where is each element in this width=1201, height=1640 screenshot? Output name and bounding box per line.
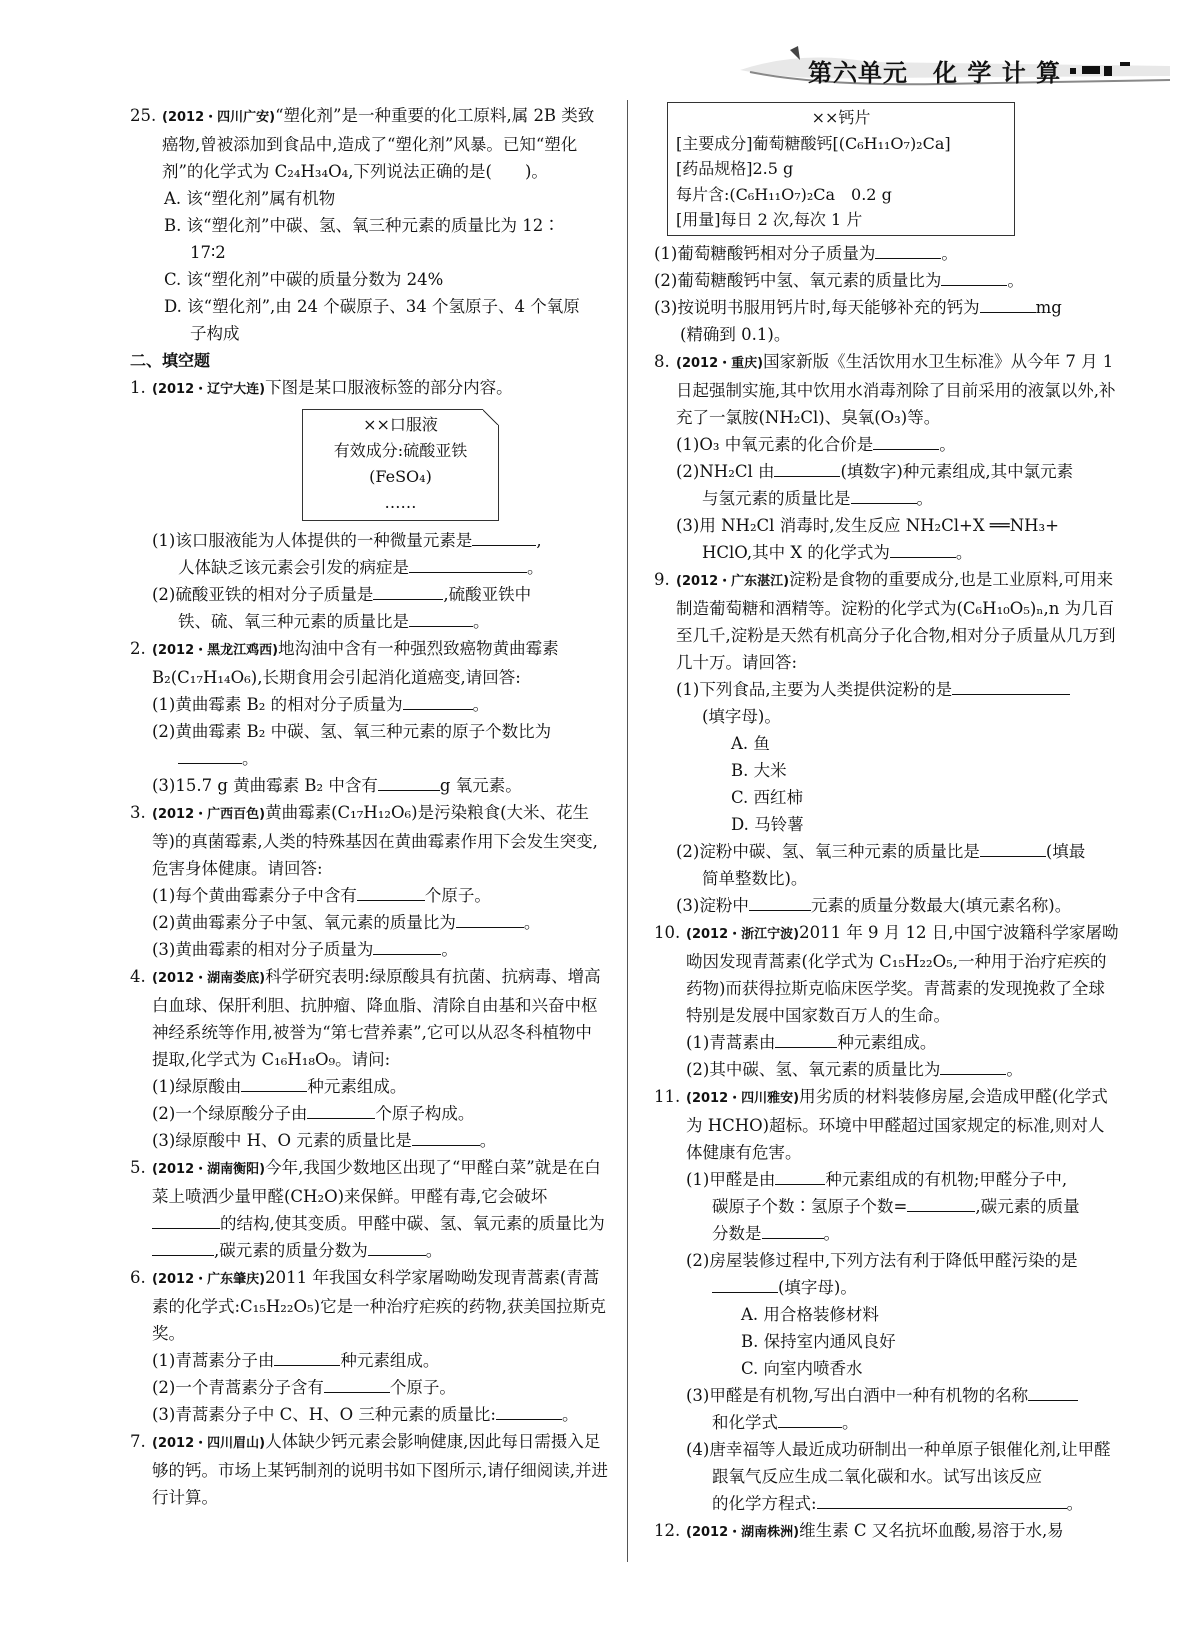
answer-blank[interactable] (817, 1490, 1067, 1509)
question-7: 7. (2012・四川眉山)人体缺少钙元素会影响健康,因此每日需摄入足够的钙。市场上某钙制剂的说明书如下图所示,请仔细阅读,并进行计算。 (130, 1432, 608, 1507)
option-c: C. 西红柿 (731, 787, 804, 807)
oral-liquid-label: ××口服液 有效成分:硫酸亚铁(FeSO₄) …… (302, 409, 499, 521)
question-source: (2012・湖南娄底) (152, 971, 266, 986)
question-source: (2012・广西百色) (152, 807, 266, 822)
column-divider (627, 100, 628, 1562)
option-a: A. 该“塑化剂”属有机物 (164, 189, 336, 208)
answer-blank[interactable] (368, 1237, 426, 1256)
option-d: D. 该“塑化剂”,由 24 个碳原子、34 个氢原子、4 个氧原 (164, 297, 580, 316)
question-source: (2012・四川雅安) (686, 1090, 800, 1106)
answer-blank[interactable] (774, 458, 840, 477)
option-c: C. 该“塑化剂”中碳的质量分数为 24% (164, 270, 444, 289)
question-4: 4. (2012・湖南娄底)科学研究表明:绿原酸具有抗菌、抗病毒、增高白血球、保肝利胆、抗肿瘤、降血脂、清除自由基和兴奋中枢神经系统等作用,被誉为“第七营养素”,它可以从忍冬科植物中提取,化学式为 C₁₆H₁₈O₉。请问: (1)绿原酸由 种元素组成。 (2)一个绿原酸分子由 个原子构成。 (3)绿原酸中 H、O 元素的质量比是 。 (130, 967, 601, 1150)
left-column (130, 102, 608, 1511)
question-stem: 淀粉是食物的重要成分,也是工业原料,可用来制造葡萄糖和酒精等。淀粉的化学式为(C₆H₁₀O₅)ₙ,n 为几百至几千,淀粉是天然有机高分子化合物,相对分子质量从几万到几十万。请回答: (676, 569, 1116, 672)
answer-blank[interactable] (941, 267, 1007, 286)
option-d-cont: 子构成 (190, 324, 240, 343)
question-stem: 黄曲霉素(C₁₇H₁₂O₆)是污染粮食(大米、花生等)的真菌霉素,人类的特殊基因在黄曲霉素作用下会发生突变,危害身体健康。请回答: (152, 803, 598, 878)
answer-blank[interactable] (456, 909, 524, 928)
question-stem: 维生素 C 又名抗坏血酸,易溶于水,易 (799, 1520, 1064, 1540)
question-8: 8. (2012・重庆)国家新版《生活饮用水卫生标准》从今年 7 月 1 日起强制实施,其中饮用水消毒剂除了目前采用的液氯以外,补充了一氯胺(NH₂Cl)、臭氧(O₃)等。 (1)O₃ 中氧元素的化合价是 。 (2)NH₂Cl 由 (填数字)种元素组成,其中氯元素 与氢元素的质量比是 。 (3)用 NH₂Cl 消毒时,发生反应 NH₂Cl+X ══NH₃+ HClO,其中 X 的化学式为 。 (654, 351, 1116, 562)
answer-blank[interactable] (373, 936, 441, 955)
answer-blank[interactable] (940, 1056, 1006, 1075)
chapter-title: 第六单元 化 学 计 算 (808, 59, 1062, 87)
option-b: B. 大米 (731, 760, 787, 780)
answer-blank[interactable] (875, 240, 941, 259)
answer-blank[interactable] (152, 1210, 220, 1229)
question-source: (2012・广东肇庆) (152, 1272, 266, 1287)
question-source: (2012・湖南衡阳) (152, 1162, 266, 1177)
question-source: (2012・广东湛江) (676, 573, 790, 589)
question-source: (2012・黑龙江鸡西) (152, 643, 279, 658)
question-stem: 下图是某口服液标签的部分内容。 (265, 378, 513, 397)
answer-blank[interactable] (952, 676, 1070, 695)
answer-blank[interactable] (178, 745, 242, 764)
question-12: 12. (2012・湖南株洲)维生素 C 又名抗坏血酸,易溶于水,易 (654, 1520, 1064, 1540)
option-b: B. 该“塑化剂”中碳、氢、氧三种元素的质量比为 12∶ (164, 216, 560, 235)
answer-blank[interactable] (775, 1029, 837, 1048)
question-source: (2012・湖南株洲) (686, 1524, 800, 1540)
question-1: 1. (2012・辽宁大连)下图是某口服液标签的部分内容。 ××口服液 有效成分:硫酸亚铁(FeSO₄) …… (1)该口服液能为人体提供的一种微量元素是 , 人体缺乏该元素会引发的病症是 。 (2)硫酸亚铁的相对分子质量是 ,硫酸亚铁中 铁、硫、氧三种元素的质量比是 。 (130, 374, 608, 635)
sub-question-2: (2)硫酸亚铁的相对分子质量是 ,硫酸亚铁中 (152, 581, 608, 608)
answer-blank[interactable] (307, 1100, 375, 1119)
answer-blank[interactable] (749, 892, 811, 911)
answer-blank[interactable] (152, 1237, 214, 1256)
question-3: 3. (2012・广西百色)黄曲霉素(C₁₇H₁₂O₆)是污染粮食(大米、花生等)的真菌霉素,人类的特殊基因在黄曲霉素作用下会发生突变,危害身体健康。请回答: (1)每个黄曲霉素分子中含有 个原子。 (2)黄曲霉素分子中氢、氧元素的质量比为 。 (3)黄曲霉素的相对分子质量为 。 (130, 803, 598, 959)
answer-blank[interactable] (778, 1409, 842, 1428)
question-25: 25. (2012・四川广安)“塑化剂”是一种重要的化工原料,属 2B 类致癌物,曾被添加到食品中,造成了“塑化剂”风暴。已知“塑化剂”的化学式为 C₂₄H₃₄O₄,下列说法正确的是( )。 A. 该“塑化剂”属有机物 B. 该“塑化剂”中碳、氢、氧三种元素的质量比为 12∶ 17∶2 C. 该“塑化剂”中碳的质量分数为 24% D. 该“塑化剂”,由 24 个碳原子、34 个氢原子、4 个氧原 子构成 (130, 102, 608, 347)
answer-blank[interactable] (472, 527, 536, 546)
question-6: 6. (2012・广东肇庆)2011 年我国女科学家屠呦呦发现青蒿素(青蒿素的化学式:C₁₅H₂₂O₅)它是一种治疗疟疾的药物,获美国拉斯克奖。 (1)青蒿素分子由 种元素组成。 (2)一个青蒿素分子含有 个原子。 (3)青蒿素分子中 C、H、O 三种元素的质量比: 。 (130, 1268, 606, 1424)
answer-blank[interactable] (412, 1127, 480, 1146)
folded-corner (483, 409, 499, 425)
question-source: (2012・重庆) (676, 355, 764, 371)
sub-question-1: (1)该口服液能为人体提供的一种微量元素是 , (152, 527, 608, 554)
question-2: 2. (2012・黑龙江鸡西)地沟油中含有一种强烈致癌物黄曲霉素 B₂(C₁₇H₁₄O₆),长期食用会引起消化道癌变,请回答: (1)黄曲霉素 B₂ 的相对分子质量为 。 (2)黄曲霉素 B₂ 中碳、氢、氧三种元素的原子个数比为 。 (3)15.7 g 黄曲霉素 B₂ 中含有 g 氧元素。 (130, 639, 559, 795)
question-stem: 2011 年我国女科学家屠呦呦发现青蒿素(青蒿素的化学式:C₁₅H₂₂O₅)它是一种治疗疟疾的药物,获美国拉斯克奖。 (152, 1268, 606, 1343)
answer-blank[interactable] (1028, 1382, 1078, 1401)
question-5: 5. (2012・湖南衡阳)今年,我国少数地区出现了“甲醛白菜”就是在白菜上喷洒少量甲醛(CH₂O)来保鲜。甲醛有毒,它会破坏的结构,使其变质。甲醛中碳、氢、氧元素的质量比为,碳元素的质量分数为 。 (130, 1158, 605, 1260)
answer-blank[interactable] (851, 485, 917, 504)
answer-blank[interactable] (241, 1073, 307, 1092)
question-stem: “塑化剂”是一种重要的化工原料,属 2B 类致癌物,曾被添加到食品中,造成了“塑化剂”风暴。已知“塑化剂”的化学式为 C₂₄H₃₄O₄,下列说法正确的是( )。 (162, 106, 595, 181)
answer-blank[interactable] (775, 1166, 825, 1185)
answer-blank[interactable] (980, 294, 1036, 313)
answer-blank[interactable] (762, 1220, 824, 1239)
answer-blank[interactable] (890, 539, 956, 558)
question-9: 9. (2012・广东湛江)淀粉是食物的重要成分,也是工业原料,可用来制造葡萄糖和酒精等。淀粉的化学式为(C₆H₁₀O₅)ₙ,n 为几百至几千,淀粉是天然有机高分子化合物,相对分子质量从几万到几十万。请回答: (1)下列食品,主要为人类提供淀粉的是 (填字母)。 A. 鱼 B. 大米 C. 西红柿 D. 马铃薯 (2)淀粉中碳、氢、氧三种元素的质量比是 (填最 简单整数比)。 (3)淀粉中 元素的质量分数最大(填元素名称)。 (654, 566, 1119, 919)
answer-blank[interactable] (873, 431, 939, 450)
option-a: A. 用合格装修材料 (741, 1304, 879, 1324)
question-source: (2012・四川眉山) (152, 1436, 266, 1451)
answer-blank[interactable] (712, 1274, 778, 1293)
calcium-tablet-label: ××钙片 [主要成分]葡萄糖酸钙[(C₆H₁₁O₇)₂Ca] [药品规格]2.5 g 每片含:(C₆H₁₁O₇)₂Ca 0.2 g [用量]每日 2 次,每次 1 片 (667, 102, 1015, 236)
option-c: C. 向室内喷香水 (741, 1358, 863, 1378)
question-11: 11. (2012・四川雅安)用劣质的材料装修房屋,会造成甲醛(化学式为 HCHO)超标。环境中甲醛超过国家规定的标准,则对人体健康有危害。 (1)甲醛是由 种元素组成的有机物;甲醛分子中, 碳原子个数∶氢原子个数= ,碳元素的质量 分数是 。 (2)房屋装修过程中,下列方法有利于降低甲醛污染的是 (填字母)。 A. 用合格装修材料 B. 保持室内通风良好 C. 向室内喷香水 (3)甲醛是有机物,写出白酒中一种有机物的名称 和化学式 。 (4)唐幸福等人最近成功研制出一种单原子银催化剂,让甲醛跟氧气反应生成二氧化碳和水。试写出该反应 的化学方程式: 。 (654, 1083, 1119, 1517)
answer-blank[interactable] (980, 838, 1046, 857)
question-source: (2012・四川广安) (162, 110, 276, 125)
answer-blank[interactable] (403, 691, 473, 710)
right-column (654, 102, 1119, 1546)
question-stem: 国家新版《生活饮用水卫生标准》从今年 7 月 1 日起强制实施,其中饮用水消毒剂除了目前采用的液氯以外,补充了一氯胺(NH₂Cl)、臭氧(O₃)等。 (676, 351, 1116, 427)
question-stem: 科学研究表明:绿原酸具有抗菌、抗病毒、增高白血球、保肝利胆、抗肿瘤、降血脂、清除自由基和兴奋中枢神经系统等作用,被誉为“第七营养素”,它可以从忍冬科植物中提取,化学式为 C₁₆H₁₈O₉。请问: (152, 967, 601, 1069)
answer-blank[interactable] (907, 1193, 975, 1212)
question-stem: 2011 年 9 月 12 日,中国宁波籍科学家屠呦呦因发现青蒿素(化学式为 C₁₅H₂₂O₅,一种用于治疗疟疾的药物)而获得拉斯克临床医学奖。青蒿素的发现挽救了全球特别是发展中国家数百万人的生命。 (686, 922, 1119, 1025)
question-stem: 用劣质的材料装修房屋,会造成甲醛(化学式为 HCHO)超标。环境中甲醛超过国家规定的标准,则对人体健康有危害。 (686, 1086, 1108, 1162)
option-d: D. 马铃薯 (731, 814, 804, 834)
answer-blank[interactable] (274, 1347, 340, 1366)
page-header (740, 40, 1180, 102)
answer-blank[interactable] (373, 581, 443, 600)
answer-blank[interactable] (409, 608, 473, 627)
question-stem: 地沟油中含有一种强烈致癌物黄曲霉素 B₂(C₁₇H₁₄O₆),长期食用会引起消化道癌变,请回答: (152, 639, 559, 687)
option-a: A. 鱼 (731, 733, 770, 753)
question-10: 10. (2012・浙江宁波)2011 年 9 月 12 日,中国宁波籍科学家屠呦呦因发现青蒿素(化学式为 C₁₅H₂₂O₅,一种用于治疗疟疾的药物)而获得拉斯克临床医学奖。青蒿素的发现挽救了全球特别是发展中国家数百万人的生命。 (1)青蒿素由 种元素组成。 (2)其中碳、氢、氧元素的质量比为 。 (654, 922, 1119, 1079)
answer-blank[interactable] (378, 772, 440, 791)
answer-blank[interactable] (496, 1401, 562, 1420)
answer-blank[interactable] (357, 882, 425, 901)
section-heading: 二、填空题 (130, 351, 211, 370)
answer-blank[interactable] (409, 554, 527, 573)
question-source: (2012・辽宁大连) (152, 382, 266, 397)
option-b: B. 保持室内通风良好 (741, 1331, 896, 1351)
question-stem: 人体缺少钙元素会影响健康,因此每日需摄入足够的钙。市场上某钙制剂的说明书如下图所示,请仔细阅读,并进行计算。 (152, 1432, 608, 1507)
question-7-subs: (1)葡萄糖酸钙相对分子质量为 。 (2)葡萄糖酸钙中氢、氧元素的质量比为 。 (3)按说明书服用钙片时,每天能够补充的钙为 mg (精确到 0.1)。 (654, 240, 1119, 348)
question-source: (2012・浙江宁波) (686, 926, 800, 942)
answer-blank[interactable] (324, 1374, 390, 1393)
option-b-cont: 17∶2 (190, 243, 226, 262)
